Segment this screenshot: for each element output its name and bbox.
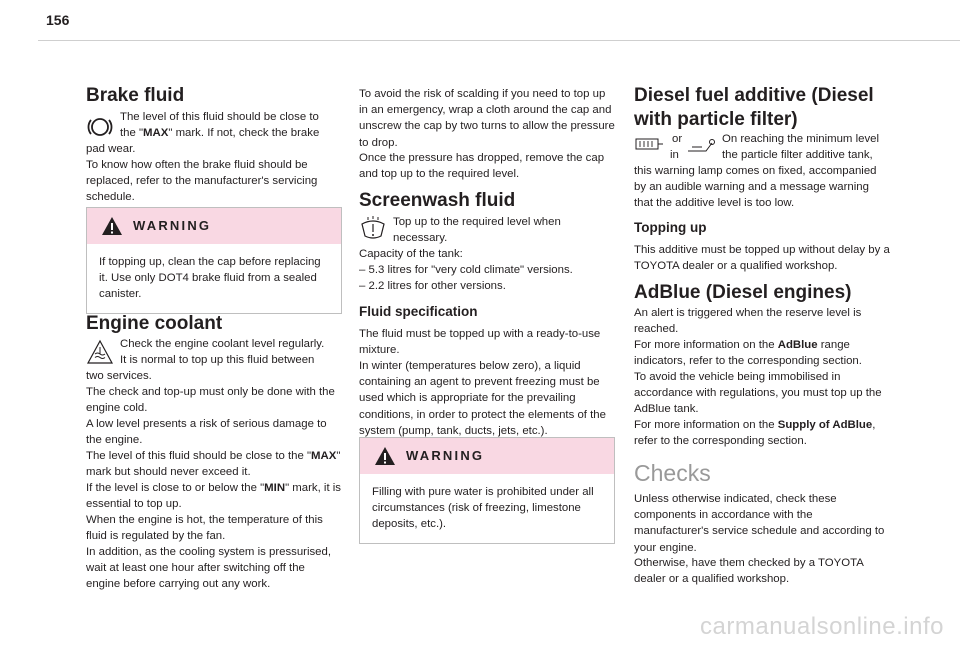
capacity-item-1: – 5.3 litres for "very cold climate" versions. xyxy=(359,264,573,276)
additive-tank-icon xyxy=(686,137,716,155)
diesel-intro-line-2: the particle filter additive tank, xyxy=(722,149,873,161)
topping-body-text: This additive must be topped up without delay by a TOYOTA dealer or a qualified workshop. xyxy=(634,244,890,273)
section-title-checks: Checks xyxy=(634,460,711,486)
or-text: or xyxy=(672,133,683,145)
screenwash-intro-line-1: Top up to the required level when xyxy=(393,216,561,228)
brake-intro-line-2: the "MAX" mark. If not, check the brake xyxy=(120,127,320,139)
warning-header xyxy=(360,438,614,474)
coolant-intro-line-1: Check the engine coolant level regularly. xyxy=(120,338,325,350)
subsection-title-fluid-specification: Fluid specification xyxy=(359,304,478,319)
coolant-paragraph-4: If the level is close to or below the "MIN" mark, it is essential to top up. xyxy=(86,482,341,511)
warning-box-brake xyxy=(86,207,342,314)
page-number: 156 xyxy=(46,12,70,28)
capacity-label: Capacity of the tank: xyxy=(359,248,463,260)
coolant-paragraph-3: The level of this fluid should be close to the "MAX" mark but should never exceed it. xyxy=(86,450,341,479)
section-title-brake-fluid: Brake fluid xyxy=(86,85,185,106)
top-rule xyxy=(38,40,960,41)
warning-text: If topping up, clean the cap before replacing it. Use only DOT4 brake fluid from a sealed canister. xyxy=(99,256,321,301)
spec-paragraph-2: In winter (temperatures below zero), a liquid containing an agent to prevent freezing must be used which is appropriate for the prevailing conditions, in order to protect the elements of the system (pump, tank, ducts, jets, etc.). xyxy=(359,360,606,437)
checks-paragraph-2: Otherwise, have them checked by a TOYOTA dealer or a qualified workshop. xyxy=(634,557,864,586)
adblue-paragraph-1: An alert is triggered when the reserve level is reached. xyxy=(634,307,862,336)
scald-paragraph-2: Once the pressure has dropped, remove the cap and top up to the required level. xyxy=(359,152,605,181)
coolant-intro-line-2: It is normal to top up this fluid between xyxy=(120,354,315,366)
coolant-paragraph-6: In addition, as the cooling system is pressurised, wait at least one hour after switching off the engine before carrying out any work. xyxy=(86,546,332,591)
warning-label: WARNING xyxy=(406,448,485,463)
brake-body-text: To know how often the brake fluid should be replaced, refer to the manufacturer's servicing schedule. xyxy=(86,159,318,204)
section-title-diesel-fuel-additive: Diesel fuel additive (Diesel with particle filter) xyxy=(634,85,874,130)
particle-filter-icon xyxy=(634,135,664,153)
checks-paragraph-1: Unless otherwise indicated, check these components in accordance with the manufacturer's service schedule and according to your engine. xyxy=(634,493,885,554)
adblue-paragraph-3: To avoid the vehicle being immobilised in accordance with regulations, you must top up the AdBlue tank. xyxy=(634,371,882,416)
scald-paragraph-1: To avoid the risk of scalding if you need to top up in an emergency, wrap a cloth around the cap and unscrew the cap by two turns to allow the pressure to drop. xyxy=(359,88,615,149)
section-title-screenwash-fluid: Screenwash fluid xyxy=(359,190,516,211)
screenwash-intro-line-2: necessary. xyxy=(393,232,448,244)
capacity-item-2: – 2.2 litres for other versions. xyxy=(359,280,506,292)
watermark: carmanualsonline.info xyxy=(700,613,944,640)
warning-label: WARNING xyxy=(133,218,212,233)
coolant-paragraph-1: The check and top-up must only be done with the engine cold. xyxy=(86,386,335,415)
in-text: in xyxy=(670,149,679,161)
brake-intro-line-3: pad wear. xyxy=(86,143,136,155)
coolant-paragraph-2: A low level presents a risk of serious damage to the engine. xyxy=(86,418,327,447)
diesel-intro-line-1: On reaching the minimum level xyxy=(722,133,880,145)
warning-triangle-icon xyxy=(374,446,396,466)
warning-text: Filling with pure water is prohibited under all circumstances (risk of freezing, limestone deposits, etc.). xyxy=(372,486,594,531)
coolant-paragraph-5: When the engine is hot, the temperature of this fluid is regulated by the fan. xyxy=(86,514,323,543)
section-title-adblue: AdBlue (Diesel engines) xyxy=(634,282,852,303)
section-title-engine-coolant: Engine coolant xyxy=(86,313,223,334)
warning-box-screenwash xyxy=(359,437,615,544)
warning-triangle-icon xyxy=(101,216,123,236)
spec-paragraph-1: The fluid must be topped up with a ready-to-use mixture. xyxy=(359,328,601,357)
warning-header xyxy=(87,208,341,244)
brake-intro-line-1: The level of this fluid should be close to xyxy=(120,111,319,123)
adblue-paragraph-4: For more information on the Supply of AdBlue, refer to the corresponding section. xyxy=(634,419,876,448)
adblue-paragraph-2: For more information on the AdBlue range indicators, refer to the corresponding section. xyxy=(634,339,862,368)
diesel-body-text: this warning lamp comes on fixed, accompanied by an audible warning and a message warning that the additive level is too low. xyxy=(634,165,877,210)
coolant-intro-line-3: two services. xyxy=(86,370,152,382)
subsection-title-topping-up: Topping up xyxy=(634,220,707,235)
